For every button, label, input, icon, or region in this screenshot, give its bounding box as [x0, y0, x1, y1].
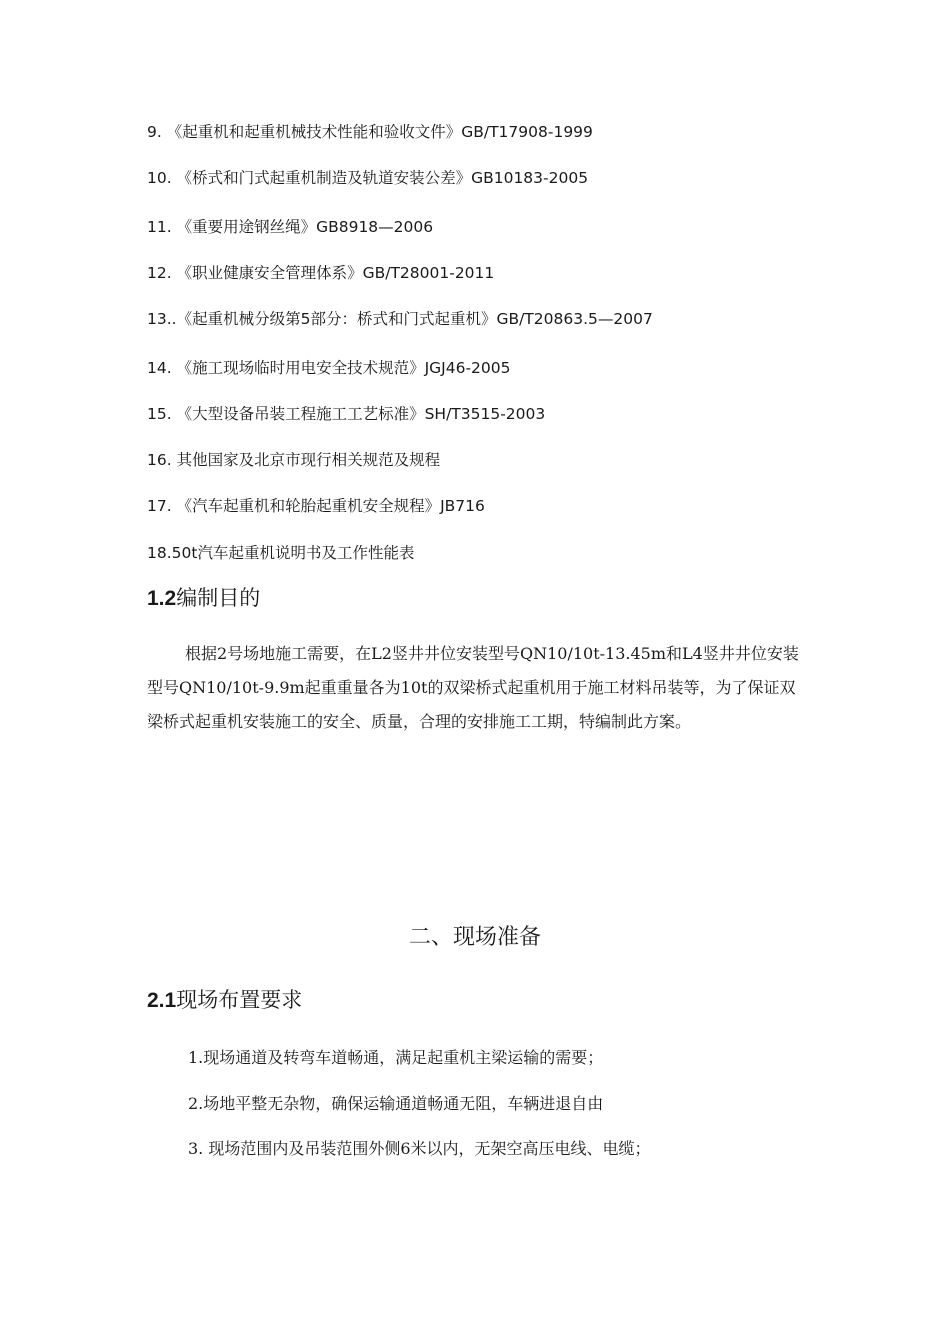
reference-item-9: 9. 《起重机和起重机械技术性能和验收文件》GB/T17908-1999 — [147, 123, 593, 141]
section-number: 1.2 — [147, 587, 177, 610]
requirement-item-3: 3. 现场范围内及吊装范围外侧6米以内，无架空高压电线、电缆； — [188, 1139, 651, 1158]
section-heading-1-2 — [147, 585, 260, 612]
reference-item-13: 13..《起重机械分级第5部分：桥式和门式起重机》GB/T20863.5—2007 — [147, 310, 653, 328]
reference-item-10: 10. 《桥式和门式起重机制造及轨道安装公差》GB10183-2005 — [147, 169, 589, 187]
section-heading-2-1 — [147, 987, 302, 1014]
chapter-title: 二、现场准备 — [408, 925, 541, 950]
reference-item-16: 16. 其他国家及北京市现行相关规范及规程 — [147, 451, 441, 469]
reference-item-17: 17. 《汽车起重机和轮胎起重机安全规程》JB716 — [147, 497, 485, 515]
section-title: 编制目的 — [176, 586, 261, 610]
requirement-item-1: 1.现场通道及转弯车道畅通，满足起重机主梁运输的需要； — [188, 1048, 604, 1067]
reference-item-11: 11. 《重要用途钢丝绳》GB8918—2006 — [147, 218, 434, 236]
reference-item-15: 15. 《大型设备吊装工程施工工艺标准》SH/T3515-2003 — [147, 405, 546, 423]
section-title: 现场布置要求 — [176, 988, 303, 1012]
purpose-paragraph: 根据2号场地施工需要，在L2竖井井位安装型号QN10/10t-13.45m和L4竖井井位安装型号QN10/10t-9.9m起重重量各为10t的双梁桥式起重机用于施工材料吊装等，为了保证双梁桥式起重机安装施工的安全、质量，合理的安排施工工期，特编制此方案。 — [147, 644, 799, 731]
reference-item-14: 14. 《施工现场临时用电安全技术规范》JGJ46-2005 — [147, 359, 511, 377]
reference-item-18: 18.50t汽车起重机说明书及工作性能表 — [147, 544, 415, 562]
requirement-item-2: 2.场地平整无杂物，确保运输通道畅通无阻，车辆进退自由 — [188, 1094, 604, 1113]
section-number: 2.1 — [147, 989, 177, 1012]
reference-item-12: 12. 《职业健康安全管理体系》GB/T28001-2011 — [147, 264, 495, 282]
